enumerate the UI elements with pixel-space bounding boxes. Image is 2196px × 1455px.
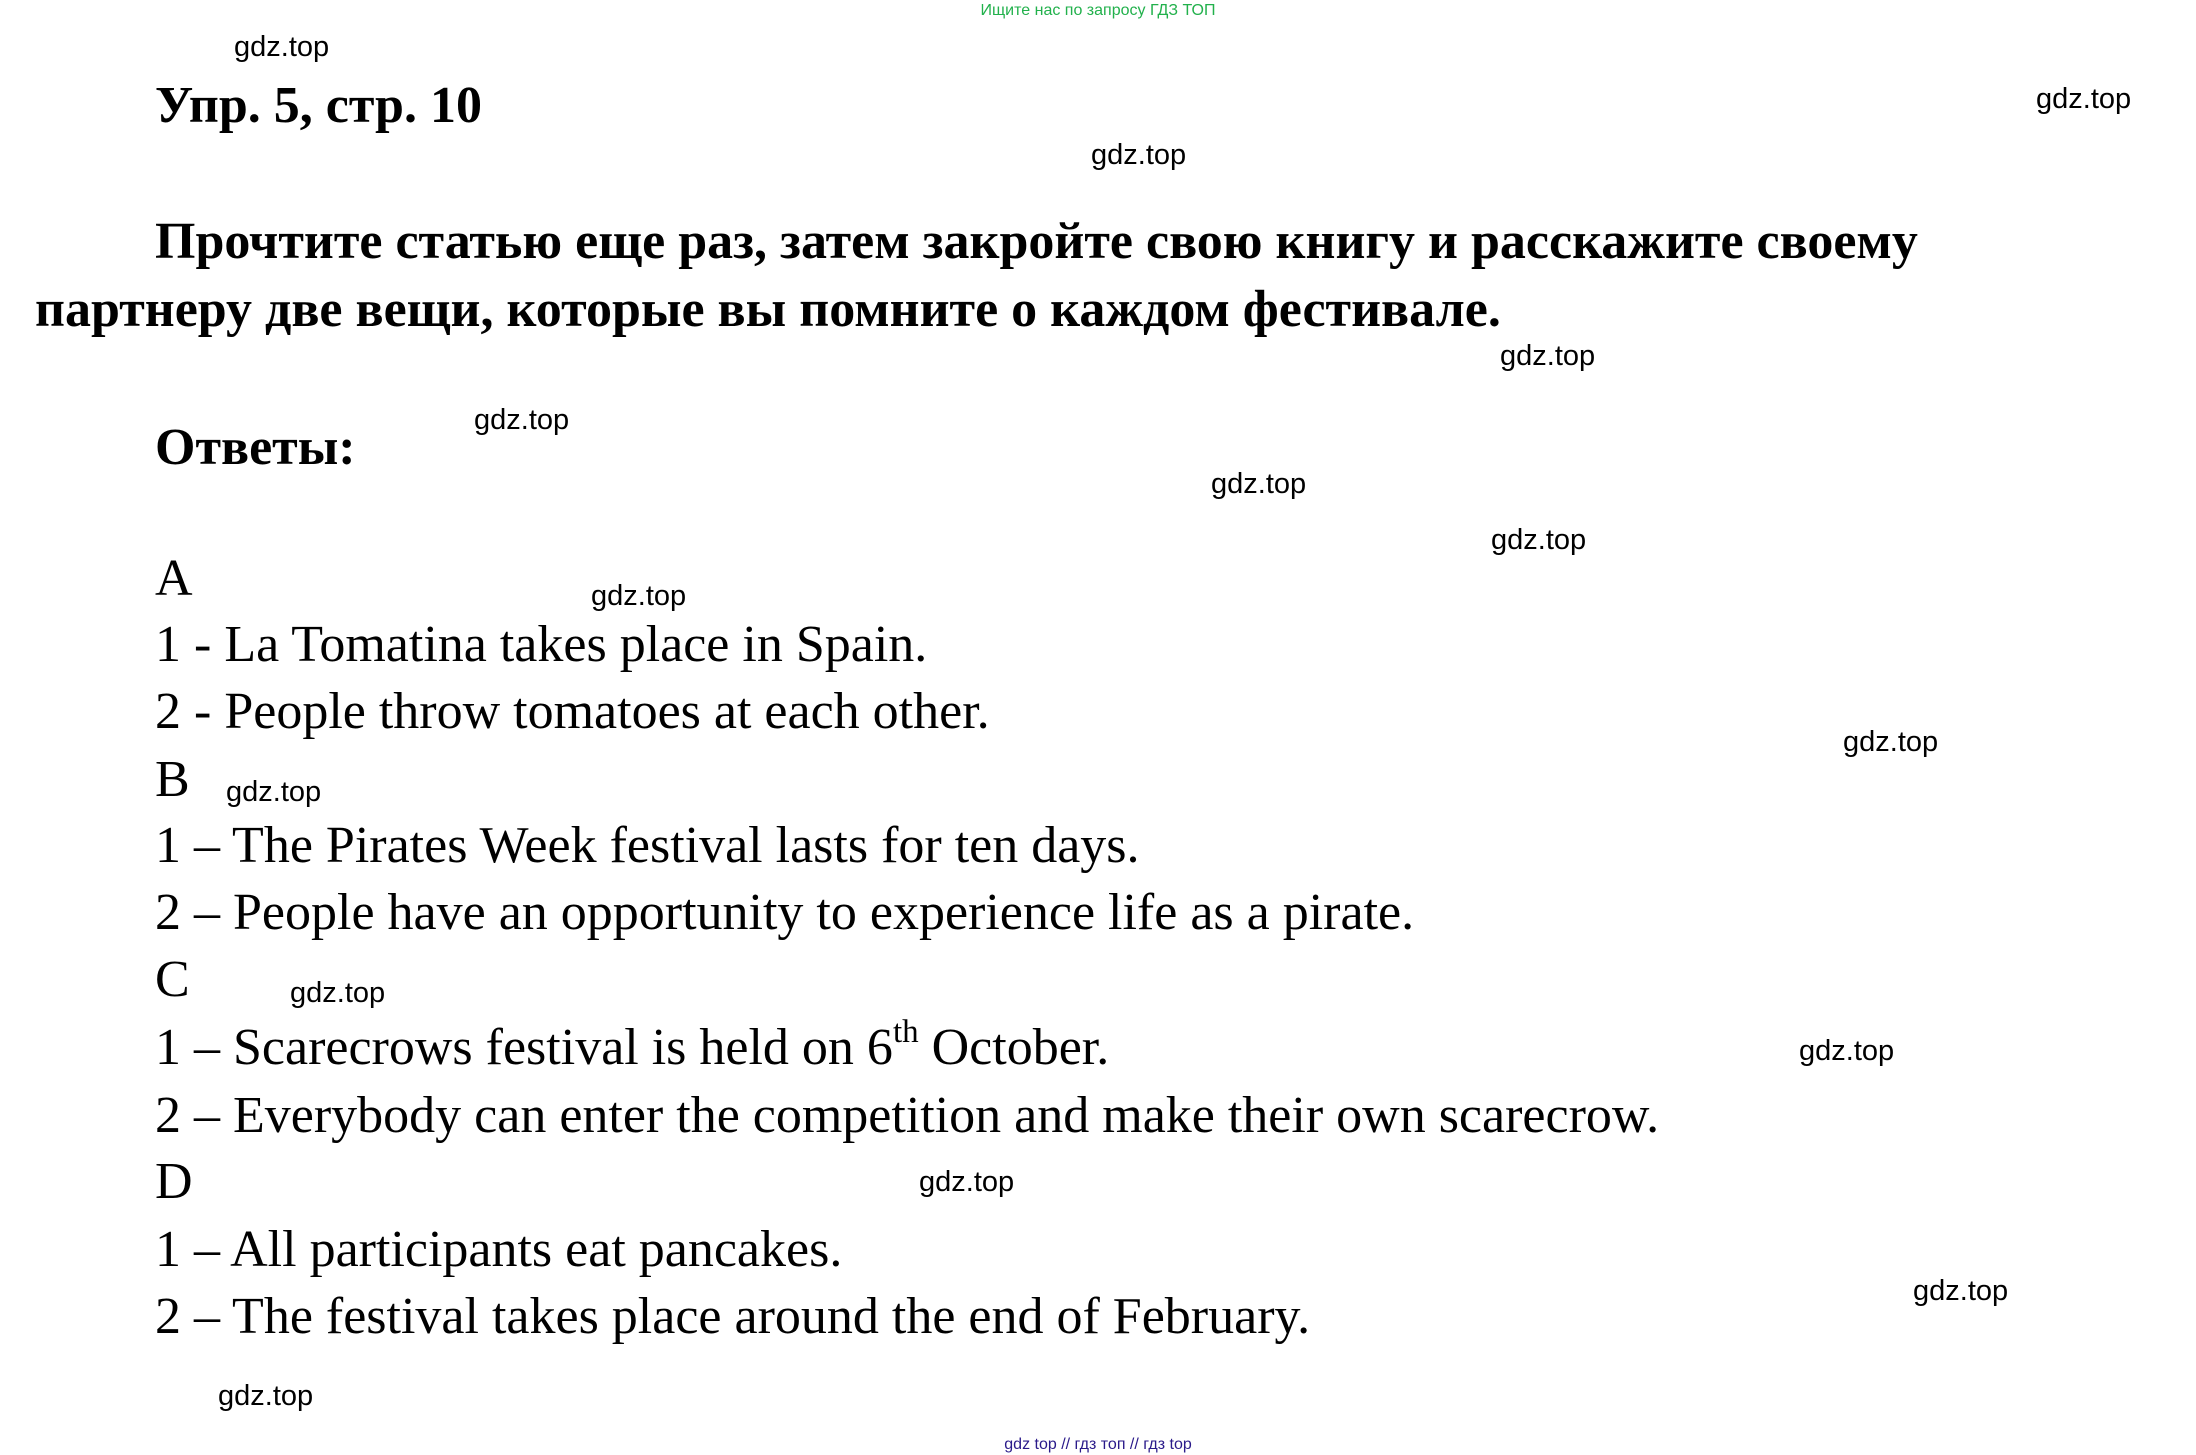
task-line-2: партнеру две вещи, которые вы помните о каждом фестивале. xyxy=(35,281,1501,338)
ordinal-suffix: th xyxy=(892,1013,919,1050)
section-letter-b: B xyxy=(155,751,190,808)
answer-c-1-text: 1 – Scarecrows festival is held on 6 xyxy=(155,1019,893,1076)
watermark: gdz.top xyxy=(218,1380,314,1412)
section-letter-d: D xyxy=(155,1153,193,1210)
watermark: gdz.top xyxy=(226,776,322,808)
top-banner: Ищите нас по запросу ГДЗ ТОП xyxy=(980,2,1216,19)
watermark: gdz.top xyxy=(591,580,687,612)
answer-b-2: 2 – People have an opportunity to experience life as a pirate. xyxy=(155,884,1415,941)
answer-c-1-text-end: October. xyxy=(918,1019,1110,1076)
watermark: gdz.top xyxy=(1211,468,1307,500)
answers-heading: Ответы: xyxy=(155,419,356,476)
section-letter-a: A xyxy=(155,550,193,607)
watermark: gdz.top xyxy=(2036,83,2132,115)
watermark: gdz.top xyxy=(234,31,330,63)
task-line-1: Прочтите статью еще раз, затем закройте свою книгу и расскажите своему xyxy=(155,213,1918,270)
watermark: gdz.top xyxy=(1799,1035,1895,1067)
watermark: gdz.top xyxy=(1491,524,1587,556)
answer-a-1: 1 - La Tomatina takes place in Spain. xyxy=(155,616,928,673)
answer-b-1: 1 – The Pirates Week festival lasts for ten days. xyxy=(155,817,1140,874)
watermark: gdz.top xyxy=(919,1166,1015,1198)
watermark: gdz.top xyxy=(1913,1275,2009,1307)
exercise-title: Упр. 5, стр. 10 xyxy=(155,77,482,134)
answer-d-2: 2 – The festival takes place around the end of February. xyxy=(155,1288,1311,1345)
answer-a-2: 2 - People throw tomatoes at each other. xyxy=(155,683,990,740)
watermark: gdz.top xyxy=(1091,139,1187,171)
watermark: gdz.top xyxy=(1843,726,1939,758)
answer-c-2: 2 – Everybody can enter the competition and make their own scarecrow. xyxy=(155,1087,1660,1144)
watermark: gdz.top xyxy=(290,977,386,1009)
answer-d-1: 1 – All participants eat pancakes. xyxy=(155,1221,843,1278)
watermark: gdz.top xyxy=(474,404,570,436)
watermark: gdz.top xyxy=(1500,340,1596,372)
footer-watermark: gdz top // гдз топ // гдз top xyxy=(1004,1436,1192,1453)
answer-c-1 xyxy=(155,1013,1110,1079)
section-letter-c: C xyxy=(155,951,190,1008)
